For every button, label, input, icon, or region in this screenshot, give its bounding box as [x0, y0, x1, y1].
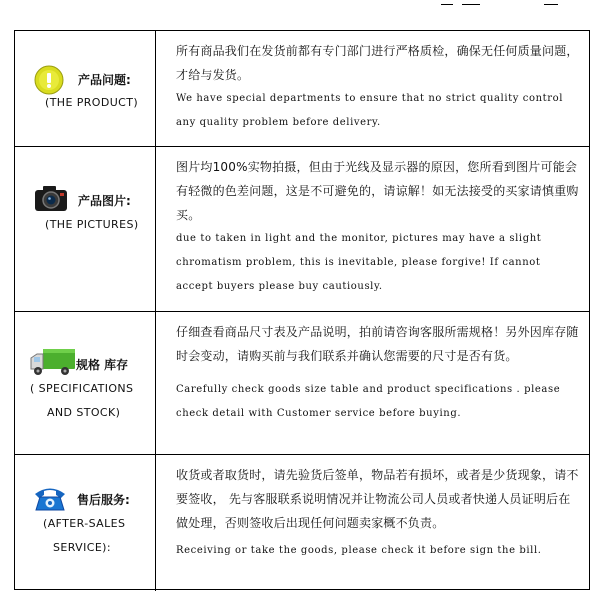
table-row-product	[15, 31, 589, 147]
top-edge-marks	[0, 0, 600, 10]
row-label-cn: 产品图片:	[78, 194, 131, 208]
top-mark	[441, 4, 453, 5]
camera-icon	[33, 183, 69, 217]
row-label-en: (THE PICTURES)	[45, 218, 139, 231]
info-table	[14, 30, 590, 590]
row-label-en: (AFTER-SALES	[43, 517, 126, 530]
row-label-cn: 产品问题:	[78, 73, 131, 87]
description-en: due to taken in light and the monitor, pictures may have a slight chromatism problem, this is inevitable, please forgive! If cannot accept buyers please buy cautiously.	[176, 233, 542, 292]
description-cn: 图片均100%实物拍摄，但由于光线及显示器的原因，您所看到图片可能会有轻微的色差问题，这是不可避免的，请谅解！如无法接受的买家请慎重购买。	[176, 160, 579, 222]
table-row-specifications	[15, 312, 589, 455]
table-row-after-sales	[15, 455, 589, 591]
row-label-en: AND STOCK)	[47, 406, 121, 419]
row-label-cell	[15, 147, 156, 311]
description-cn: 所有商品我们在发货前都有专门部门进行严格质检，确保无任何质量问题，才给与发货。	[176, 44, 579, 82]
top-mark	[462, 4, 480, 5]
row-description-cell	[156, 31, 589, 146]
row-description-cell	[156, 147, 589, 311]
row-label-cn: 售后服务:	[77, 493, 130, 507]
row-label-cell	[15, 312, 156, 454]
row-label-cell	[15, 31, 156, 146]
description-en: Carefully check goods size table and product specifications . please check detail with Customer service before buying.	[176, 384, 561, 419]
row-label-en: (THE PRODUCT)	[45, 96, 139, 109]
row-label-en: SERVICE):	[53, 541, 111, 554]
row-description-cell	[156, 312, 589, 454]
description-en: Receiving or take the goods, please check it before sign the bill.	[176, 545, 542, 556]
telephone-icon	[32, 483, 68, 517]
row-label-cell	[15, 455, 156, 591]
description-cn: 收货或者取货时，请先验货后签单，物品若有损坏，或者是少货现象，请不要签收， 先与客服联系说明情况并让物流公司人员或者快递人员证明后在做处理，否则签收后出现任何问题卖家概不负责。	[176, 468, 579, 530]
row-description-cell	[156, 455, 589, 591]
top-mark	[544, 4, 558, 5]
description-en: We have special departments to ensure that no strict quality control any quality problem before delivery.	[176, 93, 564, 128]
delivery-truck-icon	[29, 346, 77, 382]
table-row-pictures	[15, 147, 589, 312]
description-cn: 仔细查看商品尺寸表及产品说明，拍前请咨询客服所需规格！另外因库存随时会变动，请购买前与我们联系并确认您需要的尺寸是否有货。	[176, 325, 579, 363]
info-icon	[34, 65, 64, 99]
row-label-cn: 规格 库存	[76, 358, 129, 372]
row-label-en: ( SPECIFICATIONS	[30, 382, 134, 395]
